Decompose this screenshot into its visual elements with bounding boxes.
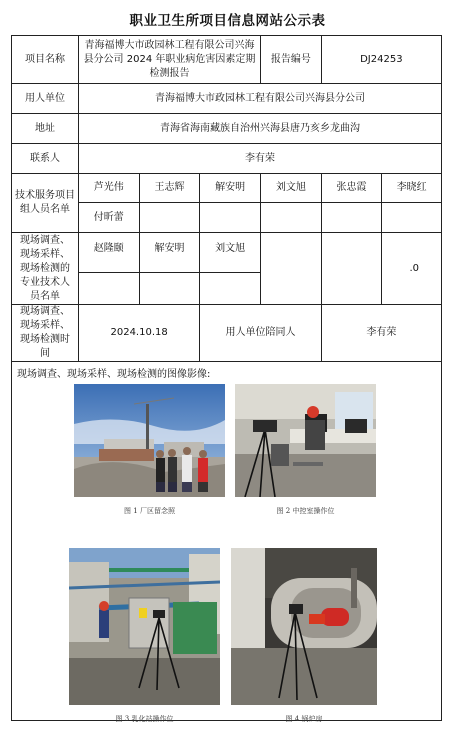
photo-caption: 图 2 中控室操作位 [276, 507, 335, 515]
photo-boiler-room [231, 548, 377, 705]
photos-section [11, 362, 442, 721]
field-staff-member: 赵隆颐 [78, 233, 139, 273]
team-member: 刘文旭 [261, 174, 322, 203]
team-member: 王志辉 [139, 174, 200, 203]
photo-caption: 图 3 乳化站操作位 [115, 715, 174, 723]
photo-caption: 图 4 锅炉房 [285, 715, 323, 723]
project-name-label: 项目名称 [12, 36, 79, 84]
time-value: 2024.10.18 [78, 305, 199, 362]
team-member: 李晓红 [382, 174, 442, 203]
address-label: 地址 [12, 114, 79, 144]
field-staff-member: 解安明 [139, 233, 200, 273]
address-value: 青海省海南藏族自治州兴海县唐乃亥乡龙曲沟 [78, 114, 441, 144]
project-name-value: 青海福博大市政园林工程有限公司兴海县分公司 2024 年职业病危害因素定期检测报告 [78, 36, 260, 84]
team-member: 解安明 [200, 174, 261, 203]
companion-label: 用人单位陪同人 [200, 305, 321, 362]
time-label: 现场调查、现场采样、现场检测时间 [12, 305, 79, 362]
team-member: 张忠霞 [321, 174, 382, 203]
field-staff-extra: .0 [382, 233, 442, 305]
team-member: 付昕蕾 [78, 203, 139, 233]
contact-value: 李有荣 [78, 144, 441, 174]
photo-emulsion-station [69, 548, 220, 705]
contact-label: 联系人 [12, 144, 79, 174]
photo-plant-group [74, 384, 225, 497]
companion-value: 李有荣 [321, 305, 441, 362]
employer-value: 青海福博大市政园林工程有限公司兴海县分公司 [78, 84, 441, 114]
info-table [11, 35, 442, 362]
employer-label: 用人单位 [12, 84, 79, 114]
photo-caption: 图 1 厂区留念照 [124, 507, 175, 515]
team-label: 技术服务项目组人员名单 [12, 174, 79, 233]
photos-caption: 现场调查、现场采样、现场检测的图像影像: [17, 369, 211, 380]
report-no-label: 报告编号 [261, 36, 322, 84]
field-staff-label: 现场调查、现场采样、现场检测的专业技术人员名单 [12, 233, 79, 305]
report-no-value: DJ24253 [321, 36, 441, 84]
field-staff-member: 刘文旭 [200, 233, 261, 273]
team-member: 芦光伟 [78, 174, 139, 203]
page-title: 职业卫生所项目信息网站公示表 [129, 13, 326, 29]
photo-control-room [235, 384, 376, 497]
